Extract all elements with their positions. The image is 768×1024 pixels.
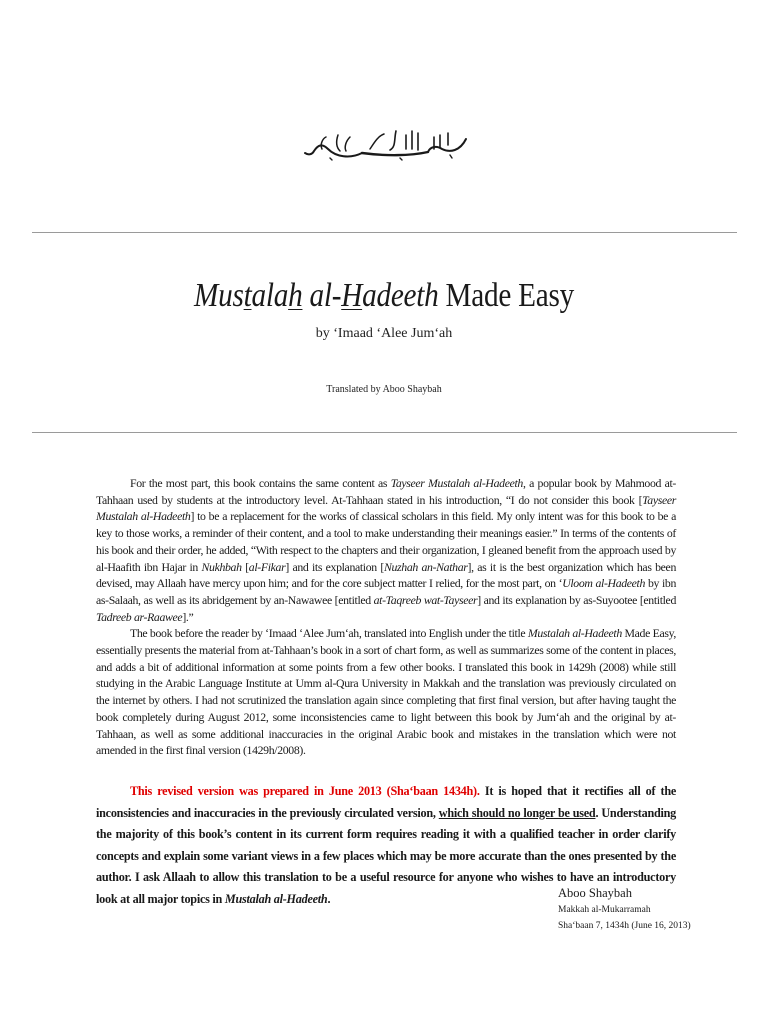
top-divider bbox=[32, 232, 737, 233]
basmala-calligraphy bbox=[300, 125, 470, 165]
title-roman: Made Easy bbox=[438, 277, 574, 314]
signature-place: Makkah al-Mukarramah bbox=[558, 905, 651, 915]
signature-name: Aboo Shaybah bbox=[558, 886, 632, 900]
revision-notice: This revised version was prepared in June 2013 (Sha‘baan 1434h). bbox=[130, 784, 480, 798]
title-italic: Mustalah al-Hadeeth bbox=[194, 277, 439, 314]
signature-date: Sha‘baan 7, 1434h (June 16, 2013) bbox=[558, 921, 691, 931]
translator-credit: Translated by Aboo Shaybah bbox=[326, 384, 442, 395]
book-title bbox=[54, 274, 714, 318]
signature-block bbox=[558, 884, 758, 934]
paragraph-2: The book before the reader by ‘Imaad ‘Alee Jum‘ah, translated into English under the title Mustalah al-Hadeeth Made Easy, essentially presents the material from at-Tahhaan’s book in a sort of chart form, as well as summarizes some of the content in places, and adds a bit of additional information at some points from a few other books. I translated this book in 1429h (2008) while still studying in the Arabic Language Institute at Umm al-Qura University in Makkah and the translation was previously circulated on the internet by others. I had not scrutinized the translation again since completing that first final version, but after having taught the book completely during August 2012, some inconsistencies came to light between this book by Jum‘ah and the original by at-Tahhaan, as well as some additional inaccuracies in the original Arabic book and mistakes in the translation which were not amended in the first final version (1429h/2008). bbox=[96, 626, 676, 758]
paragraph-1: For the most part, this book contains the same content as Tayseer Mustalah al-Hadeeth, a popular book by Mahmood at-Tahhaan used by students at the introductory level. At-Tahhaan stated in his introduction, “I do not consider this book [Tayseer Mustalah al-Hadeeth] to be a replacement for the works of classical scholars in this field. My only intent was for this book to be a key to those works, a reminder of their content, and a tool to make understanding their meanings easier.” In terms of the contents of his book and their order, he added, “With respect to the chapters and their organization, I gleaned benefit from the approach used by al-Haafith ibn Hajar in Nukhbah [al-Fikar] and its explanation [Nuzhah an-Nathar], as it is the best organization which has been devised, may Allaah have mercy upon him; and for the core subject matter I relied, for the most part, on ‘Uloom al-Hadeeth by ibn as-Salaah, as well as its abridgement by an-Nawawee [entitled at-Taqreeb wat-Tayseer] and its explanation by as-Suyootee [entitled Tadreeb ar-Raawee].” bbox=[96, 476, 677, 624]
paragraph-3: This revised version was prepared in June 2013 (Sha‘baan 1434h). It is hoped that it rectifies all of the inconsistencies and inaccuracies in the previously circulated version, which should no longer be used. Understanding the majority of this book’s content in its current form requires reading it with a qualified teacher in order clarify concepts and explain some variant views in a few places which may be more accurate than the ones presented by the author. I ask Allaah to allow this translation to be a useful resource for anyone who wishes to have an introductory look at all major topics in Mustalah al-Hadeeth. bbox=[96, 784, 677, 906]
author-byline: by ‘Imaad ‘Alee Jum‘ah bbox=[315, 326, 453, 341]
warning-underlined: which should no longer be used bbox=[438, 805, 596, 820]
preface-body bbox=[96, 475, 676, 759]
bottom-divider bbox=[32, 432, 737, 433]
